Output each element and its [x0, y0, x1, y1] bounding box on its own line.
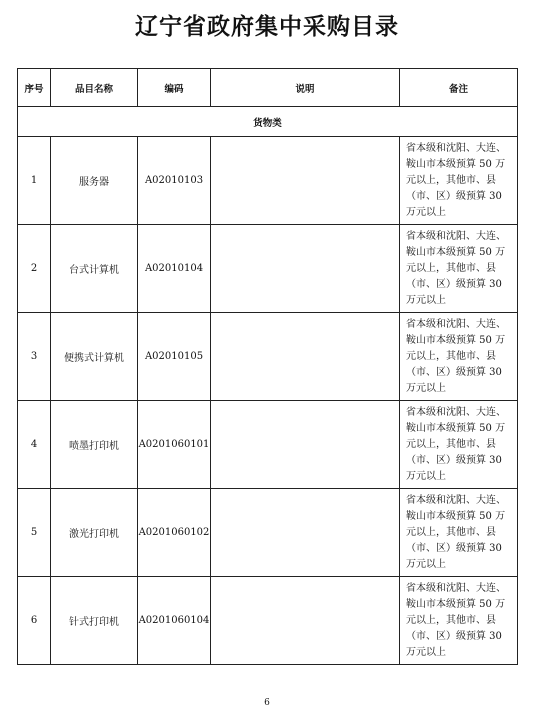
row-description	[211, 577, 400, 665]
header-index: 序号	[18, 69, 51, 107]
row-description	[211, 401, 400, 489]
row-code: A02010104	[138, 225, 211, 313]
row-remarks: 省本级和沈阳、大连、鞍山市本级预算 50 万元以上，其他市、县（市、区）级预算 30 万元以上	[400, 401, 518, 489]
header-name: 品目名称	[51, 69, 138, 107]
row-code: A0201060104	[138, 577, 211, 665]
table-row	[18, 489, 518, 577]
row-name: 针式打印机	[51, 577, 138, 665]
row-remarks: 省本级和沈阳、大连、鞍山市本级预算 50 万元以上，其他市、县（市、区）级预算 30 万元以上	[400, 137, 518, 225]
row-description	[211, 489, 400, 577]
row-index: 5	[18, 489, 51, 577]
table-row	[18, 401, 518, 489]
page-title: 辽宁省政府集中采购目录	[135, 14, 399, 40]
row-index: 2	[18, 225, 51, 313]
row-index: 6	[18, 577, 51, 665]
row-code: A02010105	[138, 313, 211, 401]
table-row	[18, 137, 518, 225]
row-remarks: 省本级和沈阳、大连、鞍山市本级预算 50 万元以上，其他市、县（市、区）级预算 30 万元以上	[400, 577, 518, 665]
row-name: 服务器	[51, 137, 138, 225]
table-row	[18, 577, 518, 665]
row-name: 便携式计算机	[51, 313, 138, 401]
row-name: 台式计算机	[51, 225, 138, 313]
page-number: 6	[264, 698, 270, 708]
header-code: 编码	[138, 69, 211, 107]
row-remarks: 省本级和沈阳、大连、鞍山市本级预算 50 万元以上，其他市、县（市、区）级预算 30 万元以上	[400, 489, 518, 577]
row-description	[211, 225, 400, 313]
row-code: A0201060102	[138, 489, 211, 577]
category-label: 货物类	[18, 107, 518, 137]
procurement-catalog-table	[17, 68, 518, 665]
row-code: A0201060101	[138, 401, 211, 489]
row-description	[211, 137, 400, 225]
table-row	[18, 225, 518, 313]
row-name: 激光打印机	[51, 489, 138, 577]
row-remarks: 省本级和沈阳、大连、鞍山市本级预算 50 万元以上，其他市、县（市、区）级预算 30 万元以上	[400, 225, 518, 313]
row-name: 喷墨打印机	[51, 401, 138, 489]
table-header-row	[18, 69, 518, 107]
table-row	[18, 313, 518, 401]
row-remarks: 省本级和沈阳、大连、鞍山市本级预算 50 万元以上，其他市、县（市、区）级预算 30 万元以上	[400, 313, 518, 401]
row-index: 3	[18, 313, 51, 401]
category-row	[18, 107, 518, 137]
row-description	[211, 313, 400, 401]
header-description: 说明	[211, 69, 400, 107]
row-index: 4	[18, 401, 51, 489]
row-index: 1	[18, 137, 51, 225]
row-code: A02010103	[138, 137, 211, 225]
header-remarks: 备注	[400, 69, 518, 107]
